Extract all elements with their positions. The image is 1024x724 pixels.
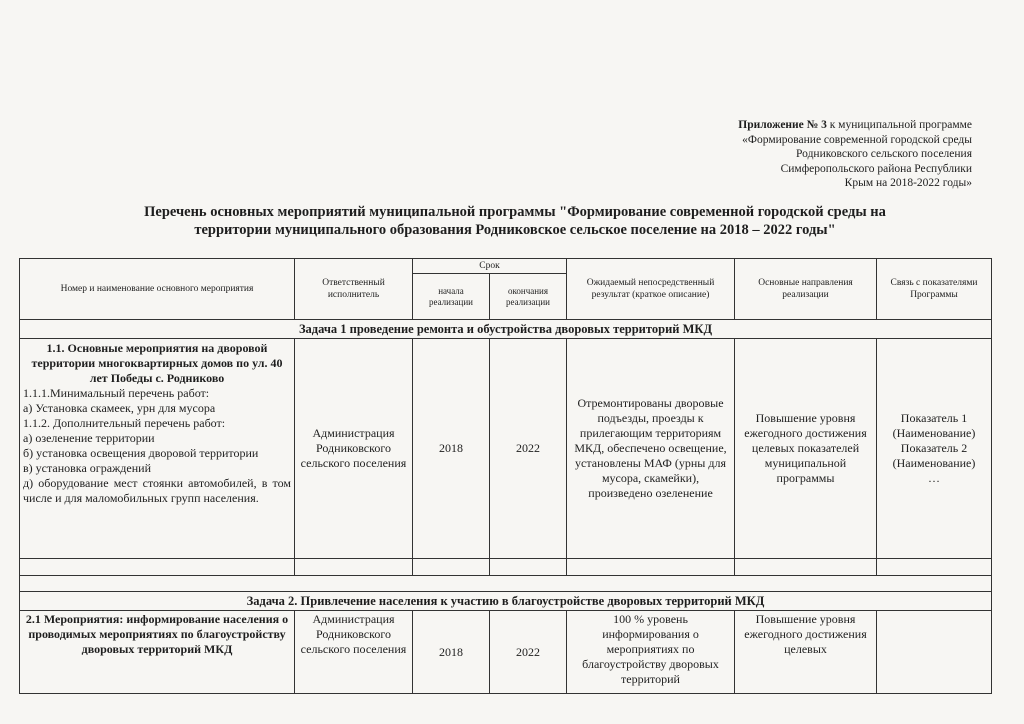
link-indicator-1: Показатель 1 [900,411,968,425]
activity-2-end: 2022 [490,611,567,694]
activity-1-line-4: а) озеленение территории [23,431,155,445]
link-indicator-2-name: (Наименование) [892,456,976,470]
activity-1-result: Отремонтированы дворовые подъезды, проезды к прилегающим территориям МКД, обеспечено освещение, установлены МАФ (урны для мусора, скамейки), произведено озеленение [567,339,735,559]
task-1-title: Задача 1 проведение ремонта и обустройства дворовых территорий МКД [20,320,992,339]
task-2-title: Задача 2. Привлечение населения к участию в благоустройстве дворовых территорий МКД [20,592,992,611]
header-number-name: Номер и наименование основного мероприятия [20,259,295,320]
link-indicator-1-name: (Наименование) [892,426,976,440]
appendix-line-4: Симферопольского района Республики [780,162,972,175]
empty-row [20,559,992,576]
header-term: Срок [413,259,567,274]
activity-row-2 [20,611,992,694]
header-row-1 [20,259,992,274]
activity-2-title: 2.1 Мероприятия: информирование населения о проводимых мероприятиях по благоустройству дворовых территорий МКД [20,611,295,694]
activity-1-end: 2022 [490,339,567,559]
document-title [70,203,960,239]
task-2-row [20,592,992,611]
activity-1-line-7: д) оборудование мест стоянки автомобилей, в том числе и для маломобильных групп населения. [23,476,291,505]
header-responsible: Ответственный исполнитель [295,259,413,320]
activity-1-line-3: 1.1.2. Дополнительный перечень работ: [23,416,226,430]
activity-1-description [20,339,295,559]
activity-1-link [877,339,992,559]
activity-1-directions: Повышение уровня ежегодного достижения целевых показателей муниципальной программы [735,339,877,559]
activity-1-line-6: в) установка ограждений [23,461,152,475]
title-line-2: территории муниципального образования Родниковское сельское поселение на 2018 – 2022 годы" [194,222,836,238]
header-start: начала реализации [413,274,490,320]
header-directions: Основные направления реализации [735,259,877,320]
activity-1-title: 1.1. Основные мероприятия на дворовой территории многоквартирных домов по ул. 40 лет Победы с. Родниково [31,341,283,385]
header-end: окончания реализации [490,274,567,320]
activity-2-start: 2018 [413,611,490,694]
activity-2-responsible: Администрация Родниковского сельского поселения [295,611,413,694]
activity-1-start: 2018 [413,339,490,559]
link-ellipsis: … [928,471,941,485]
activities-table [19,258,992,694]
activity-2-directions: Повышение уровня ежегодного достижения целевых [735,611,877,694]
appendix-header [642,118,972,191]
appendix-line-1: Приложение № 3 к муниципальной программе [738,119,972,131]
appendix-line-3: Родниковского сельского поселения [796,148,972,160]
header-result: Ожидаемый непосредственный результат (краткое описание) [567,259,735,320]
activity-1-line-2: а) Установка скамеек, урн для мусора [23,401,216,415]
task-1-row [20,320,992,339]
header-link: Связь с показателями Программы [877,259,992,320]
activity-row-1 [20,339,992,559]
activity-2-link [877,611,992,694]
appendix-line-2: «Формирование современной городской среды [742,133,972,146]
activity-2-result: 100 % уровень информирования о мероприятиях по благоустройству дворовых территорий [567,611,735,694]
title-line-1: Перечень основных мероприятий муниципальной программы "Формирование современной городской среды на [144,204,886,220]
activity-1-responsible: Администрация Родниковского сельского поселения [295,339,413,559]
activity-1-line-1: 1.1.1.Минимальный перечень работ: [23,386,210,400]
link-indicator-2: Показатель 2 [900,441,968,455]
spacer-row [20,576,992,592]
activity-1-line-5: б) установка освещения дворовой территории [23,446,259,460]
appendix-line-5: Крым на 2018-2022 годы» [844,177,972,189]
